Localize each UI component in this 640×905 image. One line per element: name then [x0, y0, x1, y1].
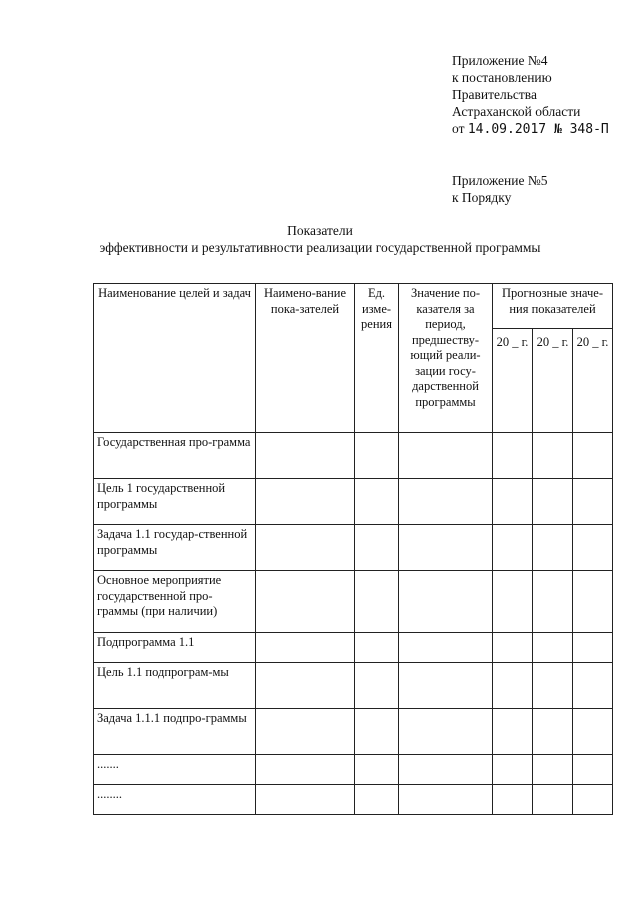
cell: [399, 479, 493, 525]
cell: [355, 525, 399, 571]
cell: [355, 663, 399, 709]
cell: [533, 571, 573, 633]
cell: [355, 785, 399, 815]
cell: [493, 785, 533, 815]
table-row: [94, 479, 613, 525]
cell: [399, 571, 493, 633]
table-row: [94, 571, 613, 633]
table-row: [94, 633, 613, 663]
cell: [573, 785, 613, 815]
cell: [573, 571, 613, 633]
header-forecast: Прогнозные значе-ния показателей: [493, 284, 613, 329]
cell: [493, 433, 533, 479]
cell: [573, 433, 613, 479]
header-indicator: Наимено-вание пока-зателей: [256, 284, 355, 433]
cell: [573, 525, 613, 571]
cell: [533, 709, 573, 755]
cell: [399, 633, 493, 663]
header-year-3: 20 _ г.: [573, 329, 613, 433]
cell: [533, 755, 573, 785]
cell: [399, 755, 493, 785]
row-label: Государственная про-грамма: [94, 433, 256, 479]
cell: [573, 709, 613, 755]
cell: [399, 663, 493, 709]
cell: [355, 479, 399, 525]
row-label: Цель 1 государственной программы: [94, 479, 256, 525]
table-row: [94, 663, 613, 709]
cell: [399, 525, 493, 571]
table-row: [94, 525, 613, 571]
row-label: Подпрограмма 1.1: [94, 633, 256, 663]
cell: [256, 709, 355, 755]
cell: [533, 479, 573, 525]
row-label: .......: [94, 755, 256, 785]
appendix-5-line2: к Порядку: [452, 190, 512, 205]
cell: [533, 525, 573, 571]
cell: [493, 663, 533, 709]
header-unit: Ед. изме-рения: [355, 284, 399, 433]
cell: [493, 479, 533, 525]
appendix-4-line4: Астраханской области: [452, 104, 581, 119]
appendix-4-title: Приложение №4: [452, 53, 548, 68]
appendix-4-line3: Правительства: [452, 87, 537, 102]
cell: [533, 433, 573, 479]
cell: [493, 633, 533, 663]
row-label: ........: [94, 785, 256, 815]
cell: [355, 571, 399, 633]
cell: [399, 709, 493, 755]
table-row: [94, 433, 613, 479]
header-year-1: 20 _ г.: [493, 329, 533, 433]
header-name: Наименование целей и задач: [94, 284, 256, 433]
title-line-2: эффективности и результативности реализации государственной программы: [99, 240, 541, 255]
appendix-5-title: Приложение №5: [452, 173, 548, 188]
header-year-2: 20 _ г.: [533, 329, 573, 433]
cell: [256, 571, 355, 633]
date-value: 14.09.2017 № 348-П: [467, 122, 609, 137]
cell: [493, 525, 533, 571]
cell: [573, 479, 613, 525]
indicators-table: [93, 283, 613, 815]
cell: [573, 663, 613, 709]
cell: [533, 633, 573, 663]
title-line-1: Показатели: [287, 223, 353, 238]
cell: [355, 433, 399, 479]
table-row: [94, 755, 613, 785]
table-row: [94, 785, 613, 815]
date-prefix: от: [452, 121, 465, 136]
row-label: Основное мероприятие государственной про-граммы (при наличии): [94, 571, 256, 633]
appendix-5-block: [452, 172, 547, 206]
table-row: [94, 709, 613, 755]
cell: [355, 755, 399, 785]
cell: [256, 633, 355, 663]
cell: [493, 755, 533, 785]
appendix-4-block: [452, 52, 609, 138]
cell: [256, 433, 355, 479]
cell: [256, 525, 355, 571]
cell: [355, 709, 399, 755]
cell: [256, 785, 355, 815]
row-label: Задача 1.1 государ-ственной программы: [94, 525, 256, 571]
cell: [493, 571, 533, 633]
row-label: Задача 1.1.1 подпро-граммы: [94, 709, 256, 755]
cell: [533, 785, 573, 815]
appendix-4-date: [452, 120, 609, 138]
document-title: [0, 222, 640, 256]
cell: [573, 755, 613, 785]
cell: [355, 633, 399, 663]
cell: [573, 633, 613, 663]
cell: [493, 709, 533, 755]
cell: [256, 663, 355, 709]
header-prior-value: Значение по-казателя за период, предшеству-ющий реали-зации госу-дарственной программы: [399, 284, 493, 433]
cell: [256, 755, 355, 785]
appendix-4-line2: к постановлению: [452, 70, 552, 85]
cell: [256, 479, 355, 525]
cell: [399, 785, 493, 815]
cell: [533, 663, 573, 709]
cell: [399, 433, 493, 479]
row-label: Цель 1.1 подпрограм-мы: [94, 663, 256, 709]
